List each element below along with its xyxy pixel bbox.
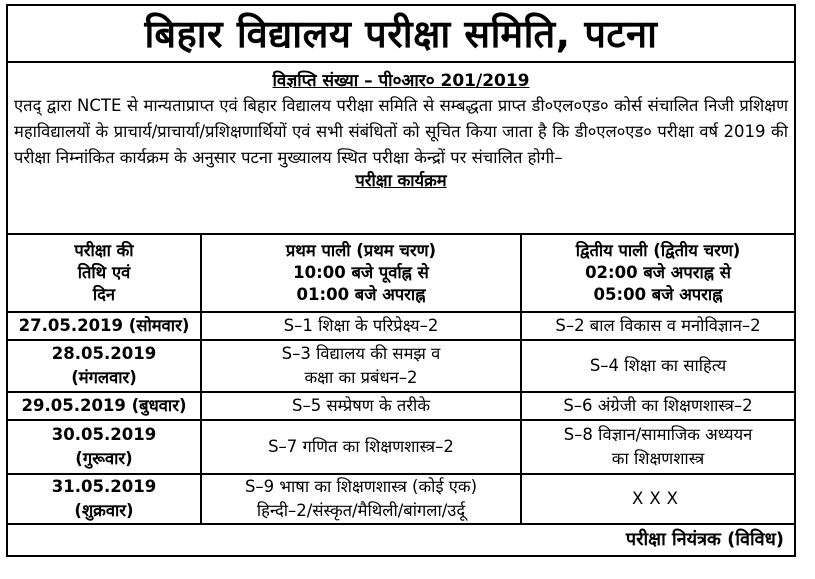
first-shift-cell	[201, 474, 521, 524]
paper-line: S–1 शिक्षा के परिप्रेक्ष्य–2	[283, 316, 439, 335]
paper-line: S–5 सम्प्रेषण के तरीके	[292, 396, 430, 415]
schedule-heading: परीक्षा कार्यक्रम	[355, 171, 447, 190]
second-shift-cell	[521, 392, 794, 420]
paper-line: S–8 विज्ञान/सामाजिक अध्ययन	[563, 425, 753, 444]
paper-line: S–9 भाषा का शिक्षणशास्त्र (कोई एक)	[244, 477, 478, 496]
paper-line: S–2 बाल विकास व मनोविज्ञान–2	[555, 316, 761, 335]
paper-line: S–3 विद्यालय की समझ व	[281, 344, 441, 363]
header-line: परीक्षा की	[74, 241, 134, 260]
exam-date: 30.05.2019	[51, 425, 157, 444]
exam-date: 31.05.2019	[51, 477, 157, 496]
exam-day: (शुक्रवार)	[74, 501, 134, 520]
first-shift-cell	[201, 392, 521, 420]
header-line: तिथि एवं	[77, 263, 131, 282]
header-line: दिन	[92, 285, 116, 304]
header-line: 10:00 बजे पूर्वाह्न से	[293, 263, 429, 282]
paper-line: कक्षा का प्रबंधन–2	[304, 368, 418, 387]
table-row	[8, 474, 794, 524]
second-shift-cell	[521, 474, 794, 524]
table-header-row	[8, 234, 794, 312]
second-shift-cell	[521, 312, 794, 340]
first-shift-cell	[201, 312, 521, 340]
date-cell	[8, 474, 201, 524]
notice-sheet	[6, 4, 796, 557]
exam-day: (बुधवार)	[131, 396, 187, 415]
date-cell	[8, 392, 201, 420]
date-cell	[8, 340, 201, 392]
column-header-date	[8, 234, 201, 312]
schedule-table	[8, 233, 794, 525]
paper-line: S–7 गणित का शिक्षणशास्त्र–2	[268, 437, 454, 456]
first-shift-cell	[201, 420, 521, 474]
date-cell	[8, 312, 201, 340]
second-shift-cell	[521, 420, 794, 474]
table-row	[8, 392, 794, 420]
second-shift-cell	[521, 340, 794, 392]
table-row	[8, 340, 794, 392]
column-header-second-shift	[521, 234, 794, 312]
exam-day: (गुरूवार)	[75, 449, 133, 468]
table-row	[8, 312, 794, 340]
header-line: 02:00 बजे अपराह्न से	[585, 263, 731, 282]
paper-line: का शिक्षणशास्त्र	[611, 449, 705, 468]
paper-line: XXX	[632, 489, 684, 508]
first-shift-cell	[201, 340, 521, 392]
header-line: प्रथम पाली (प्रथम चरण)	[285, 241, 437, 260]
table-row	[8, 420, 794, 474]
header-line: 05:00 बजे अपराह्न	[593, 285, 723, 304]
notice-number: विज्ञप्ति संख्या – पी०आर० 201/2019	[272, 71, 530, 91]
page-title: बिहार विद्यालय परीक्षा समिति, पटना	[144, 11, 658, 56]
column-header-first-shift	[201, 234, 521, 312]
paper-line: S–4 शिक्षा का साहित्य	[589, 356, 727, 375]
notice-body: एतद् द्वारा NCTE से मान्यताप्राप्त एवं बिहार विद्यालय परीक्षा समिति से सम्बद्धता प्राप्त डी०एल०एड० कोर्स संचालित निजी प्रशिक्षण महाविद्यालयों के प्राचार्य/प्राचार्या/प्रशिक्षणार्थियों एवं सभी संबंधितों को सूचित किया जाता है कि डी०एल०एड० परीक्षा वर्ष 2019 की परीक्षा निम्नांकित कार्यक्रम के अनुसार पटना मुख्यालय स्थित परीक्षा केन्द्रों पर संचालित होगी–	[14, 96, 788, 167]
date-cell	[8, 420, 201, 474]
exam-day: (सोमवार)	[128, 316, 190, 335]
signature: परीक्षा नियंत्रक (विविध)	[625, 529, 784, 550]
exam-date: 29.05.2019	[21, 396, 126, 415]
header-line: द्वितीय पाली (द्वितीय चरण)	[575, 241, 741, 260]
title-bar	[8, 6, 794, 63]
exam-day: (मंगलवार)	[71, 368, 137, 387]
paper-line: S–6 अंग्रेजी का शिक्षणशास्त्र–2	[563, 396, 753, 415]
exam-date: 28.05.2019	[51, 344, 157, 363]
paper-line: हिन्दी–2/संस्कृत/मैथिली/बांगला/उर्दू	[256, 501, 466, 520]
exam-date: 27.05.2019	[18, 316, 124, 335]
header-line: 01:00 बजे अपराह्न	[296, 285, 426, 304]
